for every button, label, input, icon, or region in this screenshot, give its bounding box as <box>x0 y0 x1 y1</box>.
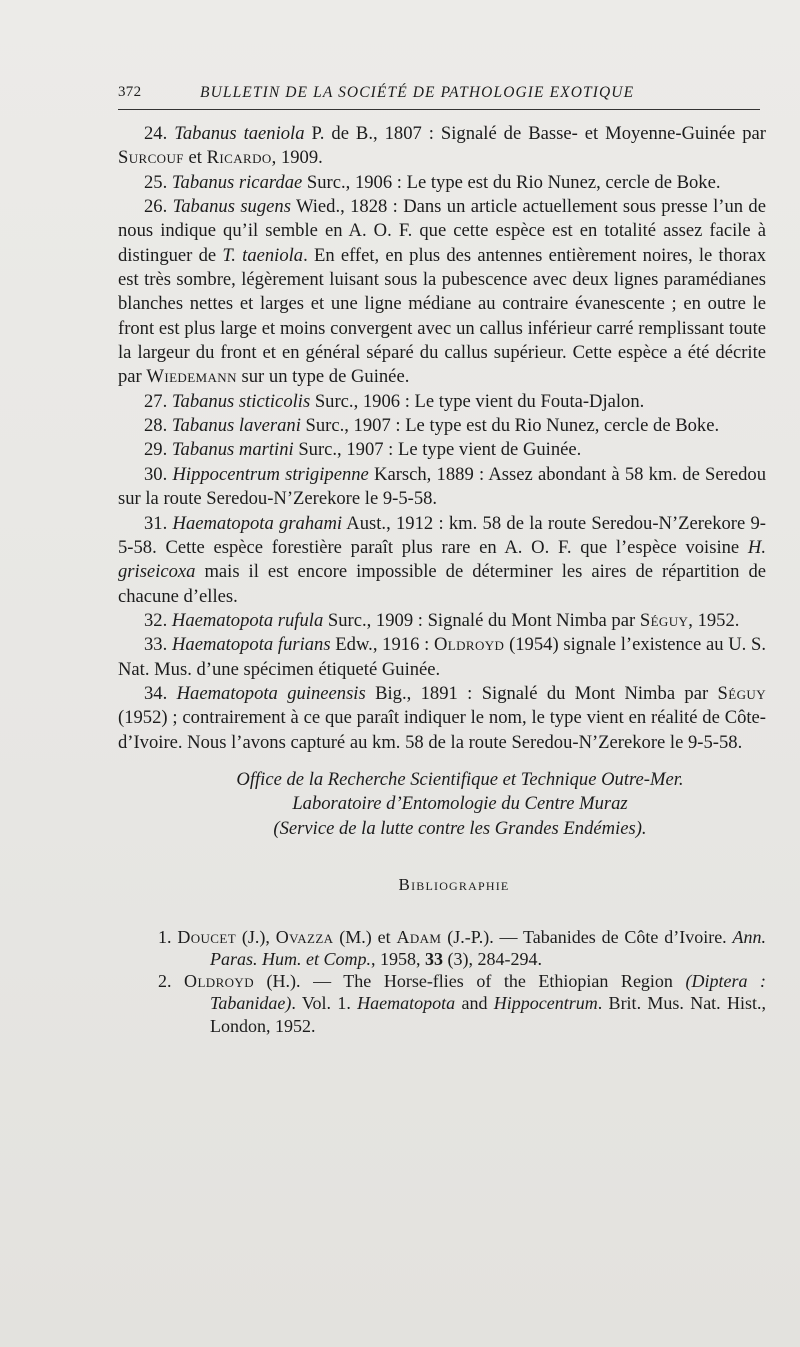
author-name: Ovazza <box>275 926 334 947</box>
author-name: Oldroyd <box>433 634 505 656</box>
reference-text: and <box>455 993 494 1014</box>
affiliation-signature <box>118 768 766 842</box>
reference-item <box>118 970 766 1037</box>
reference-text: (3), 284-294. <box>443 948 542 969</box>
species-name: Tabanus sticticolis <box>171 390 311 412</box>
entry-text: et <box>183 147 207 169</box>
species-name: Haematopota guineensis <box>176 682 366 704</box>
author-name: Ricardo <box>206 147 272 169</box>
entry-text: Edw., 1916 : <box>330 634 434 656</box>
reference-text: . Brit. Mus. Nat. Hist., London, 1952. <box>210 993 766 1036</box>
entry-number: 24. <box>144 123 168 144</box>
entry-number: 29. <box>144 439 168 461</box>
entry-30 <box>118 463 766 512</box>
entry-text: . En effet, en plus des antennes entièrement noires, le thorax est très sombre, légèrement luisant sous la pubescence avec deux lignes paramédianes blanches nettes et larges et une ligne médiane au contraire évanescente ; en outre le front est plus large et moins convergent avec un callus inférieur carré remplissant toute la largeur du front et en général séparé du callus supérieur. Cette espèce a été décrite par <box>118 244 767 388</box>
reference-item <box>118 926 766 970</box>
reference-text: (M.) et <box>333 926 397 947</box>
journal-title: BULLETIN DE LA SOCIÉTÉ DE PATHOLOGIE EXOTIQUE <box>200 84 635 101</box>
entry-31 <box>118 512 766 609</box>
entry-33 <box>118 633 766 682</box>
entry-34 <box>118 682 766 755</box>
species-name: Haematopota furians <box>171 634 331 656</box>
entry-text: , 1952. <box>688 609 740 631</box>
species-name: Haematopota rufula <box>171 609 324 631</box>
species-name: T. taeniola <box>222 244 304 266</box>
entry-text: (1952) ; contrairement à ce que paraît indiquer le nom, le type vient en réalité de Côte-d’Ivoire. Nous l’avons capturé au km. 58 de la route Seredou-N’Zerekore le 9-5-58. <box>118 707 766 753</box>
header-rule <box>118 109 760 110</box>
entry-text: Karsch, 1889 : Assez abondant à 58 km. de Seredou sur la route Seredou-N’Zerekore le 9-5-58. <box>118 463 766 510</box>
reference-list <box>118 926 766 1037</box>
entry-text: mais il est encore impossible de déterminer les aires de répartition de chacune d’elles. <box>118 561 766 607</box>
entry-text: sur un type de Guinée. <box>236 366 410 388</box>
entry-25 <box>118 171 766 195</box>
reference-text: . Vol. 1. <box>291 993 358 1014</box>
taxon-name: (Diptera : Tabanidae) <box>210 971 767 1014</box>
entry-text: Surc., 1906 : Le type est du Rio Nunez, cercle de Boke. <box>302 171 721 193</box>
reference-number: 2. <box>158 971 172 992</box>
entry-number: 30. <box>144 463 168 485</box>
species-name: Tabanus martini <box>171 439 294 461</box>
entry-text: P. de B., 1807 : Signalé de Basse- et Moyenne-Guinée par <box>304 123 766 144</box>
journal-name: Ann. Paras. Hum. et Comp. <box>210 926 767 969</box>
entry-text: (1954) signale l’existence au U. S. Nat. Mus. d’une spécimen étiqueté Guinée. <box>118 634 766 680</box>
entry-text: Surc., 1906 : Le type vient du Fouta-Djalon. <box>310 390 645 412</box>
taxon-name: Hippocentrum <box>493 993 598 1014</box>
entry-number: 28. <box>144 415 168 437</box>
reference-number: 1. <box>158 926 172 947</box>
species-name: H. griseicoxa <box>118 536 766 583</box>
reference-text: (J.-P.). — Tabanides de Côte d’Ivoire. <box>441 926 733 947</box>
entry-text: Surc., 1907 : Le type est du Rio Nunez, cercle de Boke. <box>300 415 720 437</box>
author-name: Séguy <box>639 609 689 631</box>
entry-text: Wied., 1828 : Dans un article actuellement sous presse l’un de nous indique qu’il semble en A. O. F. que cette espèce est en totalité assez facile à distinguer de <box>118 196 766 266</box>
entry-text: , 1909. <box>271 147 323 169</box>
affiliation-line: Office de la Recherche Scientifique et Technique Outre-Mer. <box>236 768 684 790</box>
reference-text: (H.). — The Horse-flies of the Ethiopian Region <box>254 971 686 992</box>
entry-number: 27. <box>144 390 168 412</box>
species-name: Hippocentrum strigipenne <box>172 463 369 485</box>
author-name: Oldroyd <box>184 971 255 992</box>
entry-number: 34. <box>144 682 168 704</box>
author-name: Doucet <box>177 926 237 947</box>
author-name: Wiedemann <box>146 366 237 388</box>
species-name: Tabanus laverani <box>171 415 301 437</box>
author-name: Adam <box>396 926 442 947</box>
volume-number: 33 <box>425 948 443 969</box>
entry-number: 31. <box>144 512 168 534</box>
entry-text: Big., 1891 : Signalé du Mont Nimba par <box>365 682 718 704</box>
species-name: Haematopota grahami <box>172 512 343 534</box>
entry-number: 26. <box>144 196 168 218</box>
page-number: 372 <box>118 84 142 100</box>
entry-24 <box>118 122 766 171</box>
entry-text: Aust., 1912 : km. 58 de la route Seredou-N’Zerekore 9-5-58. Cette espèce forestière paraît plus rare en A. O. F. que l’espèce voisine <box>118 512 767 558</box>
entry-26 <box>118 195 766 390</box>
species-name: Tabanus sugens <box>172 196 291 218</box>
bibliography-heading: Bibliographie <box>398 875 510 895</box>
reference-text: , 1958, <box>371 948 425 969</box>
affiliation-line: Laboratoire d’Entomologie du Centre Muraz <box>292 793 628 815</box>
entry-number: 33. <box>144 634 168 656</box>
species-name: Tabanus taeniola <box>174 123 305 144</box>
entry-number: 32. <box>144 609 168 631</box>
entry-28 <box>118 414 766 438</box>
taxon-name: Haematopota <box>357 993 456 1014</box>
entry-text: Surc., 1909 : Signalé du Mont Nimba par <box>323 609 640 631</box>
species-name: Tabanus ricardae <box>171 171 303 193</box>
affiliation-line: (Service de la lutte contre les Grandes Endémies). <box>273 817 647 839</box>
reference-text: (J.), <box>236 926 276 947</box>
entry-number: 25. <box>144 171 168 193</box>
author-name: Surcouf <box>118 147 184 169</box>
main-text <box>118 122 766 1037</box>
entry-27 <box>118 390 766 414</box>
entry-32 <box>118 609 766 633</box>
author-name: Séguy <box>717 682 766 704</box>
entry-29 <box>118 438 766 462</box>
entry-text: Surc., 1907 : Le type vient de Guinée. <box>293 439 582 461</box>
